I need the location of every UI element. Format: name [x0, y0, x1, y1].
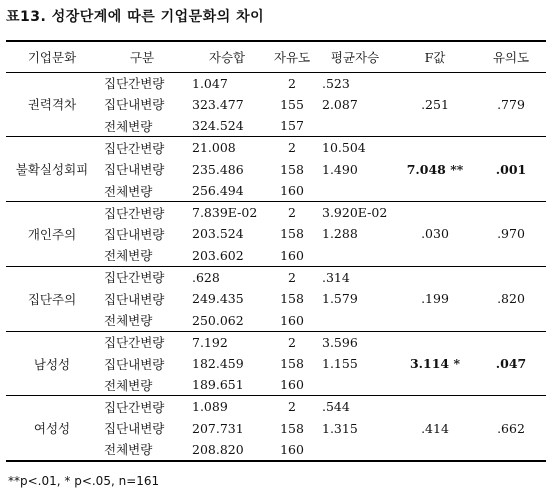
- mean-square-cell: 1.579: [322, 291, 358, 307]
- header-significance: 유의도: [476, 41, 546, 72]
- mean-square-cell: 1.288: [322, 226, 358, 242]
- culture-name: 불확실성회피: [6, 137, 98, 202]
- source-cell: 전체변량: [98, 310, 186, 332]
- mean-square-cell: 1.490: [322, 161, 358, 177]
- mean-square-cell: 3.920E-02: [322, 205, 388, 221]
- mean-square-cell: 3.596: [322, 334, 358, 350]
- df-cell: 155: [280, 96, 304, 112]
- significance-cell: .047: [476, 331, 546, 396]
- mean-square-cell: 2.087: [322, 96, 358, 112]
- significance-cell: .820: [476, 266, 546, 331]
- source-cell: 전체변량: [98, 180, 186, 202]
- table-row: [6, 202, 546, 224]
- source-cell: 집단내변량: [104, 421, 165, 437]
- source-cell: 집단내변량: [104, 97, 165, 113]
- significance-cell: .779: [476, 72, 546, 137]
- df-cell: 157: [268, 115, 316, 137]
- culture-name: 권력격차: [6, 72, 98, 137]
- culture-name: 여성성: [6, 396, 98, 461]
- f-value-cell: .030: [394, 202, 476, 267]
- df-cell: 160: [268, 245, 316, 267]
- header-sum-of-squares: 자승합: [186, 41, 268, 72]
- sum-of-squares-cell: 189.651: [186, 374, 268, 396]
- f-value-cell: .251: [394, 72, 476, 137]
- df-cell: 158: [280, 420, 304, 436]
- sum-of-squares-cell: 21.008: [192, 140, 236, 156]
- anova-table: [6, 40, 546, 462]
- df-cell: 158: [280, 161, 304, 177]
- source-cell: 집단간변량: [104, 76, 165, 92]
- sum-of-squares-cell: 182.459: [192, 356, 244, 372]
- sum-of-squares-cell: 324.524: [186, 115, 268, 137]
- mean-square-cell: [316, 115, 394, 137]
- source-cell: 집단간변량: [104, 335, 165, 351]
- sum-of-squares-cell: 1.089: [192, 399, 228, 415]
- f-value-cell: .414: [394, 396, 476, 461]
- df-cell: 2: [288, 140, 296, 156]
- df-cell: 2: [288, 269, 296, 285]
- mean-square-cell: [316, 245, 394, 267]
- anova-table-container: [6, 40, 546, 462]
- sum-of-squares-cell: 256.494: [186, 180, 268, 202]
- df-cell: 2: [288, 75, 296, 91]
- df-cell: 158: [280, 291, 304, 307]
- source-cell: 집단내변량: [104, 291, 165, 307]
- df-cell: 2: [288, 334, 296, 350]
- table-row: [6, 396, 546, 418]
- f-value-cell: 7.048 **: [394, 137, 476, 202]
- table-row: [6, 331, 546, 353]
- significance-cell: .970: [476, 202, 546, 267]
- mean-square-cell: 10.504: [322, 140, 366, 156]
- f-value-cell: 3.114 *: [394, 331, 476, 396]
- sum-of-squares-cell: 250.062: [186, 310, 268, 332]
- df-cell: 158: [280, 356, 304, 372]
- source-cell: 집단간변량: [104, 205, 165, 221]
- sum-of-squares-cell: .628: [192, 269, 220, 285]
- table-header-row: [6, 41, 546, 72]
- df-cell: 158: [280, 226, 304, 242]
- mean-square-cell: .523: [322, 75, 350, 91]
- culture-name: 개인주의: [6, 202, 98, 267]
- table-row: [6, 266, 546, 288]
- source-cell: 전체변량: [98, 245, 186, 267]
- source-cell: 전체변량: [98, 439, 186, 461]
- header-mean-square: 평균자승: [316, 41, 394, 72]
- significance-cell: .662: [476, 396, 546, 461]
- significance-cell: .001: [476, 137, 546, 202]
- sum-of-squares-cell: 235.486: [192, 161, 244, 177]
- sum-of-squares-cell: 203.602: [186, 245, 268, 267]
- sum-of-squares-cell: 203.524: [192, 226, 244, 242]
- mean-square-cell: 1.315: [322, 420, 358, 436]
- table-row: [6, 137, 546, 159]
- f-value-cell: .199: [394, 266, 476, 331]
- df-cell: 2: [288, 205, 296, 221]
- source-cell: 집단내변량: [104, 226, 165, 242]
- mean-square-cell: 1.155: [322, 356, 358, 372]
- df-cell: 2: [288, 399, 296, 415]
- header-culture: 기업문화: [6, 41, 98, 72]
- sum-of-squares-cell: 207.731: [192, 420, 244, 436]
- df-cell: 160: [268, 374, 316, 396]
- source-cell: 집단간변량: [104, 399, 165, 415]
- mean-square-cell: .314: [322, 269, 350, 285]
- source-cell: 전체변량: [98, 115, 186, 137]
- source-cell: 집단간변량: [104, 270, 165, 286]
- mean-square-cell: [316, 439, 394, 461]
- sum-of-squares-cell: 249.435: [192, 291, 244, 307]
- header-f-value: F값: [394, 41, 476, 72]
- header-source: 구분: [98, 41, 186, 72]
- source-cell: 전체변량: [98, 374, 186, 396]
- table-title: 표13. 성장단계에 따른 기업문화의 차이: [6, 9, 265, 25]
- sum-of-squares-cell: 323.477: [192, 96, 244, 112]
- sum-of-squares-cell: 1.047: [192, 75, 228, 91]
- culture-name: 남성성: [6, 331, 98, 396]
- table-row: [6, 72, 546, 94]
- mean-square-cell: [316, 374, 394, 396]
- sum-of-squares-cell: 7.192: [192, 334, 228, 350]
- mean-square-cell: .544: [322, 399, 350, 415]
- sum-of-squares-cell: 208.820: [186, 439, 268, 461]
- df-cell: 160: [268, 180, 316, 202]
- df-cell: 160: [268, 310, 316, 332]
- footnote: **p<.01, * p<.05, n=161: [8, 474, 160, 488]
- df-cell: 160: [268, 439, 316, 461]
- mean-square-cell: [316, 180, 394, 202]
- header-df: 자유도: [268, 41, 316, 72]
- source-cell: 집단내변량: [104, 162, 165, 178]
- culture-name: 집단주의: [6, 266, 98, 331]
- mean-square-cell: [316, 310, 394, 332]
- table-body: [6, 72, 546, 461]
- source-cell: 집단내변량: [104, 356, 165, 372]
- source-cell: 집단간변량: [104, 140, 165, 156]
- sum-of-squares-cell: 7.839E-02: [192, 205, 258, 221]
